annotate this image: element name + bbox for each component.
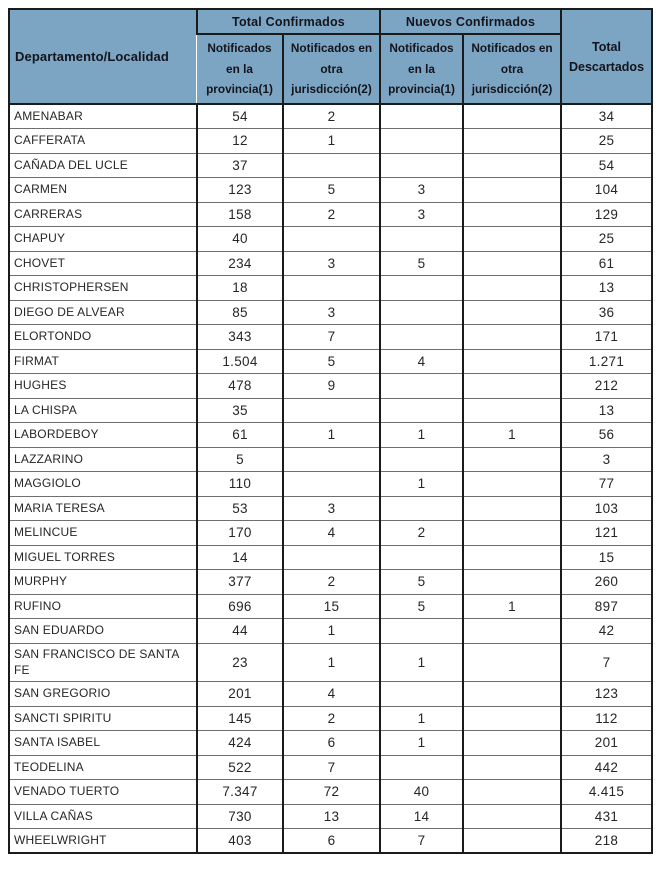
- table-row: [9, 643, 652, 682]
- value-cell: [463, 472, 561, 497]
- value-cell: 5: [380, 594, 463, 619]
- value-cell: 3: [283, 251, 380, 276]
- value-cell: 23: [197, 643, 283, 682]
- value-cell: [463, 755, 561, 780]
- value-cell: 2: [283, 570, 380, 595]
- locality-cell: MAGGIOLO: [9, 472, 197, 497]
- value-cell: [463, 496, 561, 521]
- locality-cell: CARMEN: [9, 178, 197, 203]
- value-cell: 3: [283, 300, 380, 325]
- value-cell: 25: [561, 227, 652, 252]
- value-cell: 77: [561, 472, 652, 497]
- value-cell: [380, 682, 463, 707]
- value-cell: 5: [197, 447, 283, 472]
- value-cell: 61: [561, 251, 652, 276]
- table-body: [9, 104, 652, 853]
- value-cell: 1: [283, 619, 380, 644]
- value-cell: 123: [197, 178, 283, 203]
- locality-cell: CHAPUY: [9, 227, 197, 252]
- value-cell: 212: [561, 374, 652, 399]
- value-cell: 7: [561, 643, 652, 682]
- value-cell: [380, 129, 463, 154]
- table-row: [9, 202, 652, 227]
- value-cell: 4: [380, 349, 463, 374]
- subheader-nuevos-notificados-provincia: Notificados en la provincia(1): [380, 34, 463, 104]
- value-cell: [380, 153, 463, 178]
- value-cell: [283, 472, 380, 497]
- subheader-total-notificados-provincia: Notificados en la provincia(1): [197, 34, 283, 104]
- table-row: [9, 594, 652, 619]
- locality-cell: CHRISTOPHERSEN: [9, 276, 197, 301]
- value-cell: [463, 619, 561, 644]
- table-row: [9, 521, 652, 546]
- locality-cell: VENADO TUERTO: [9, 780, 197, 805]
- value-cell: 13: [561, 276, 652, 301]
- value-cell: 5: [380, 251, 463, 276]
- table-row: [9, 829, 652, 854]
- table-row: [9, 706, 652, 731]
- value-cell: 18: [197, 276, 283, 301]
- value-cell: [463, 202, 561, 227]
- value-cell: [283, 545, 380, 570]
- locality-cell: SANTA ISABEL: [9, 731, 197, 756]
- locality-cell: LABORDEBOY: [9, 423, 197, 448]
- value-cell: 478: [197, 374, 283, 399]
- value-cell: 7: [283, 755, 380, 780]
- value-cell: 13: [283, 804, 380, 829]
- subheader-nuevos-notificados-jurisdiccion: Notificados en otra jurisdicción(2): [463, 34, 561, 104]
- value-cell: 5: [283, 178, 380, 203]
- value-cell: 218: [561, 829, 652, 854]
- value-cell: 53: [197, 496, 283, 521]
- value-cell: [463, 300, 561, 325]
- table-row: [9, 178, 652, 203]
- value-cell: [380, 227, 463, 252]
- value-cell: [463, 570, 561, 595]
- value-cell: 7.347: [197, 780, 283, 805]
- value-cell: 110: [197, 472, 283, 497]
- value-cell: 696: [197, 594, 283, 619]
- header-nuevos-confirmados: Nuevos Confirmados: [380, 9, 561, 34]
- table-row: [9, 300, 652, 325]
- value-cell: [283, 447, 380, 472]
- locality-cell: MIGUEL TORRES: [9, 545, 197, 570]
- value-cell: [283, 227, 380, 252]
- value-cell: 25: [561, 129, 652, 154]
- locality-cell: SAN FRANCISCO DE SANTA FE: [9, 643, 197, 682]
- table-row: [9, 447, 652, 472]
- value-cell: 158: [197, 202, 283, 227]
- table-row: [9, 755, 652, 780]
- table-row: [9, 349, 652, 374]
- header-total-confirmados: Total Confirmados: [197, 9, 380, 34]
- value-cell: [463, 682, 561, 707]
- locality-cell: SANCTI SPIRITU: [9, 706, 197, 731]
- locality-cell: CAÑADA DEL UCLE: [9, 153, 197, 178]
- value-cell: 1: [463, 594, 561, 619]
- value-cell: 14: [197, 545, 283, 570]
- value-cell: [463, 374, 561, 399]
- value-cell: 730: [197, 804, 283, 829]
- locality-cell: LA CHISPA: [9, 398, 197, 423]
- table-row: [9, 153, 652, 178]
- value-cell: [380, 300, 463, 325]
- value-cell: 40: [197, 227, 283, 252]
- value-cell: [380, 619, 463, 644]
- value-cell: 112: [561, 706, 652, 731]
- value-cell: [463, 129, 561, 154]
- value-cell: 897: [561, 594, 652, 619]
- value-cell: 5: [283, 349, 380, 374]
- value-cell: [463, 643, 561, 682]
- value-cell: 103: [561, 496, 652, 521]
- value-cell: [463, 780, 561, 805]
- value-cell: [380, 398, 463, 423]
- value-cell: [463, 104, 561, 129]
- value-cell: 37: [197, 153, 283, 178]
- locality-cell: FIRMAT: [9, 349, 197, 374]
- value-cell: 34: [561, 104, 652, 129]
- value-cell: 424: [197, 731, 283, 756]
- value-cell: [463, 178, 561, 203]
- value-cell: [463, 325, 561, 350]
- value-cell: 1: [380, 472, 463, 497]
- value-cell: 6: [283, 731, 380, 756]
- value-cell: [463, 804, 561, 829]
- value-cell: 72: [283, 780, 380, 805]
- value-cell: 12: [197, 129, 283, 154]
- value-cell: 4: [283, 682, 380, 707]
- value-cell: 14: [380, 804, 463, 829]
- value-cell: 4.415: [561, 780, 652, 805]
- value-cell: 2: [283, 202, 380, 227]
- value-cell: [380, 104, 463, 129]
- locality-cell: CARRERAS: [9, 202, 197, 227]
- value-cell: 35: [197, 398, 283, 423]
- value-cell: [380, 755, 463, 780]
- locality-cell: TEODELINA: [9, 755, 197, 780]
- value-cell: [463, 153, 561, 178]
- subheader-total-notificados-jurisdiccion: Notificados en otra jurisdicción(2): [283, 34, 380, 104]
- table-row: [9, 423, 652, 448]
- value-cell: 2: [283, 706, 380, 731]
- value-cell: 1: [380, 731, 463, 756]
- value-cell: 343: [197, 325, 283, 350]
- table-row: [9, 496, 652, 521]
- value-cell: 234: [197, 251, 283, 276]
- header-total-descartados: Total Descartados: [561, 9, 652, 104]
- confirmados-table: [8, 8, 653, 854]
- value-cell: 1: [380, 706, 463, 731]
- value-cell: [380, 325, 463, 350]
- value-cell: [380, 276, 463, 301]
- table-row: [9, 682, 652, 707]
- value-cell: [463, 545, 561, 570]
- table-row: [9, 227, 652, 252]
- table-row: [9, 731, 652, 756]
- table-row: [9, 374, 652, 399]
- value-cell: 522: [197, 755, 283, 780]
- locality-cell: VILLA CAÑAS: [9, 804, 197, 829]
- value-cell: 15: [283, 594, 380, 619]
- table-row: [9, 619, 652, 644]
- value-cell: 3: [380, 202, 463, 227]
- value-cell: [463, 447, 561, 472]
- value-cell: 201: [561, 731, 652, 756]
- value-cell: 85: [197, 300, 283, 325]
- value-cell: 442: [561, 755, 652, 780]
- value-cell: [380, 545, 463, 570]
- value-cell: 40: [380, 780, 463, 805]
- value-cell: 121: [561, 521, 652, 546]
- value-cell: [380, 447, 463, 472]
- value-cell: 403: [197, 829, 283, 854]
- value-cell: 171: [561, 325, 652, 350]
- value-cell: 3: [283, 496, 380, 521]
- table-row: [9, 545, 652, 570]
- value-cell: [463, 706, 561, 731]
- locality-cell: AMENABAR: [14, 109, 83, 124]
- locality-cell: ELORTONDO: [9, 325, 197, 350]
- locality-cell: WHEELWRIGHT: [9, 829, 197, 854]
- value-cell: 15: [561, 545, 652, 570]
- value-cell: [283, 276, 380, 301]
- value-cell: 145: [197, 706, 283, 731]
- value-cell: 1: [463, 423, 561, 448]
- locality-cell: MURPHY: [9, 570, 197, 595]
- locality-cell: DIEGO DE ALVEAR: [9, 300, 197, 325]
- value-cell: [283, 153, 380, 178]
- value-cell: 7: [283, 325, 380, 350]
- locality-cell: CHOVET: [9, 251, 197, 276]
- value-cell: 1: [380, 423, 463, 448]
- value-cell: 4: [283, 521, 380, 546]
- locality-cell: LAZZARINO: [9, 447, 197, 472]
- table-row: [9, 325, 652, 350]
- value-cell: 6: [283, 829, 380, 854]
- value-cell: 13: [561, 398, 652, 423]
- value-cell: [463, 251, 561, 276]
- table-row: [9, 472, 652, 497]
- table-row: [9, 570, 652, 595]
- table-row: [9, 398, 652, 423]
- value-cell: 377: [197, 570, 283, 595]
- value-cell: 1.271: [561, 349, 652, 374]
- value-cell: 1: [283, 643, 380, 682]
- value-cell: 201: [197, 682, 283, 707]
- value-cell: 1.504: [197, 349, 283, 374]
- value-cell: 7: [380, 829, 463, 854]
- value-cell: 3: [380, 178, 463, 203]
- value-cell: 2: [380, 521, 463, 546]
- value-cell: [380, 374, 463, 399]
- table-header: [9, 9, 652, 104]
- value-cell: 123: [561, 682, 652, 707]
- value-cell: 3: [561, 447, 652, 472]
- value-cell: [463, 276, 561, 301]
- value-cell: 61: [197, 423, 283, 448]
- value-cell: 36: [561, 300, 652, 325]
- value-cell: [463, 349, 561, 374]
- value-cell: 1: [283, 423, 380, 448]
- value-cell: 260: [561, 570, 652, 595]
- value-cell: 1: [283, 129, 380, 154]
- value-cell: [463, 227, 561, 252]
- value-cell: 2: [283, 104, 380, 129]
- value-cell: 54: [197, 104, 283, 129]
- table-row: [9, 804, 652, 829]
- value-cell: 9: [283, 374, 380, 399]
- value-cell: 44: [197, 619, 283, 644]
- value-cell: [463, 731, 561, 756]
- table-row: [9, 251, 652, 276]
- table-row: [9, 104, 652, 129]
- value-cell: [463, 521, 561, 546]
- header-departamento-localidad: Departamento/Localidad: [9, 9, 197, 104]
- locality-cell: CAFFERATA: [9, 129, 197, 154]
- value-cell: 42: [561, 619, 652, 644]
- locality-cell: SAN EDUARDO: [9, 619, 197, 644]
- value-cell: 56: [561, 423, 652, 448]
- value-cell: 170: [197, 521, 283, 546]
- locality-cell: RUFINO: [9, 594, 197, 619]
- locality-cell: SAN GREGORIO: [9, 682, 197, 707]
- value-cell: [463, 829, 561, 854]
- locality-cell: HUGHES: [9, 374, 197, 399]
- value-cell: 431: [561, 804, 652, 829]
- table-row: [9, 780, 652, 805]
- value-cell: [463, 398, 561, 423]
- locality-cell: MARIA TERESA: [9, 496, 197, 521]
- locality-cell: MELINCUE: [9, 521, 197, 546]
- value-cell: [380, 496, 463, 521]
- value-cell: 1: [380, 643, 463, 682]
- table-row: [9, 276, 652, 301]
- table-row: [9, 129, 652, 154]
- value-cell: 129: [561, 202, 652, 227]
- value-cell: 5: [380, 570, 463, 595]
- value-cell: [283, 398, 380, 423]
- value-cell: 54: [561, 153, 652, 178]
- value-cell: 104: [561, 178, 652, 203]
